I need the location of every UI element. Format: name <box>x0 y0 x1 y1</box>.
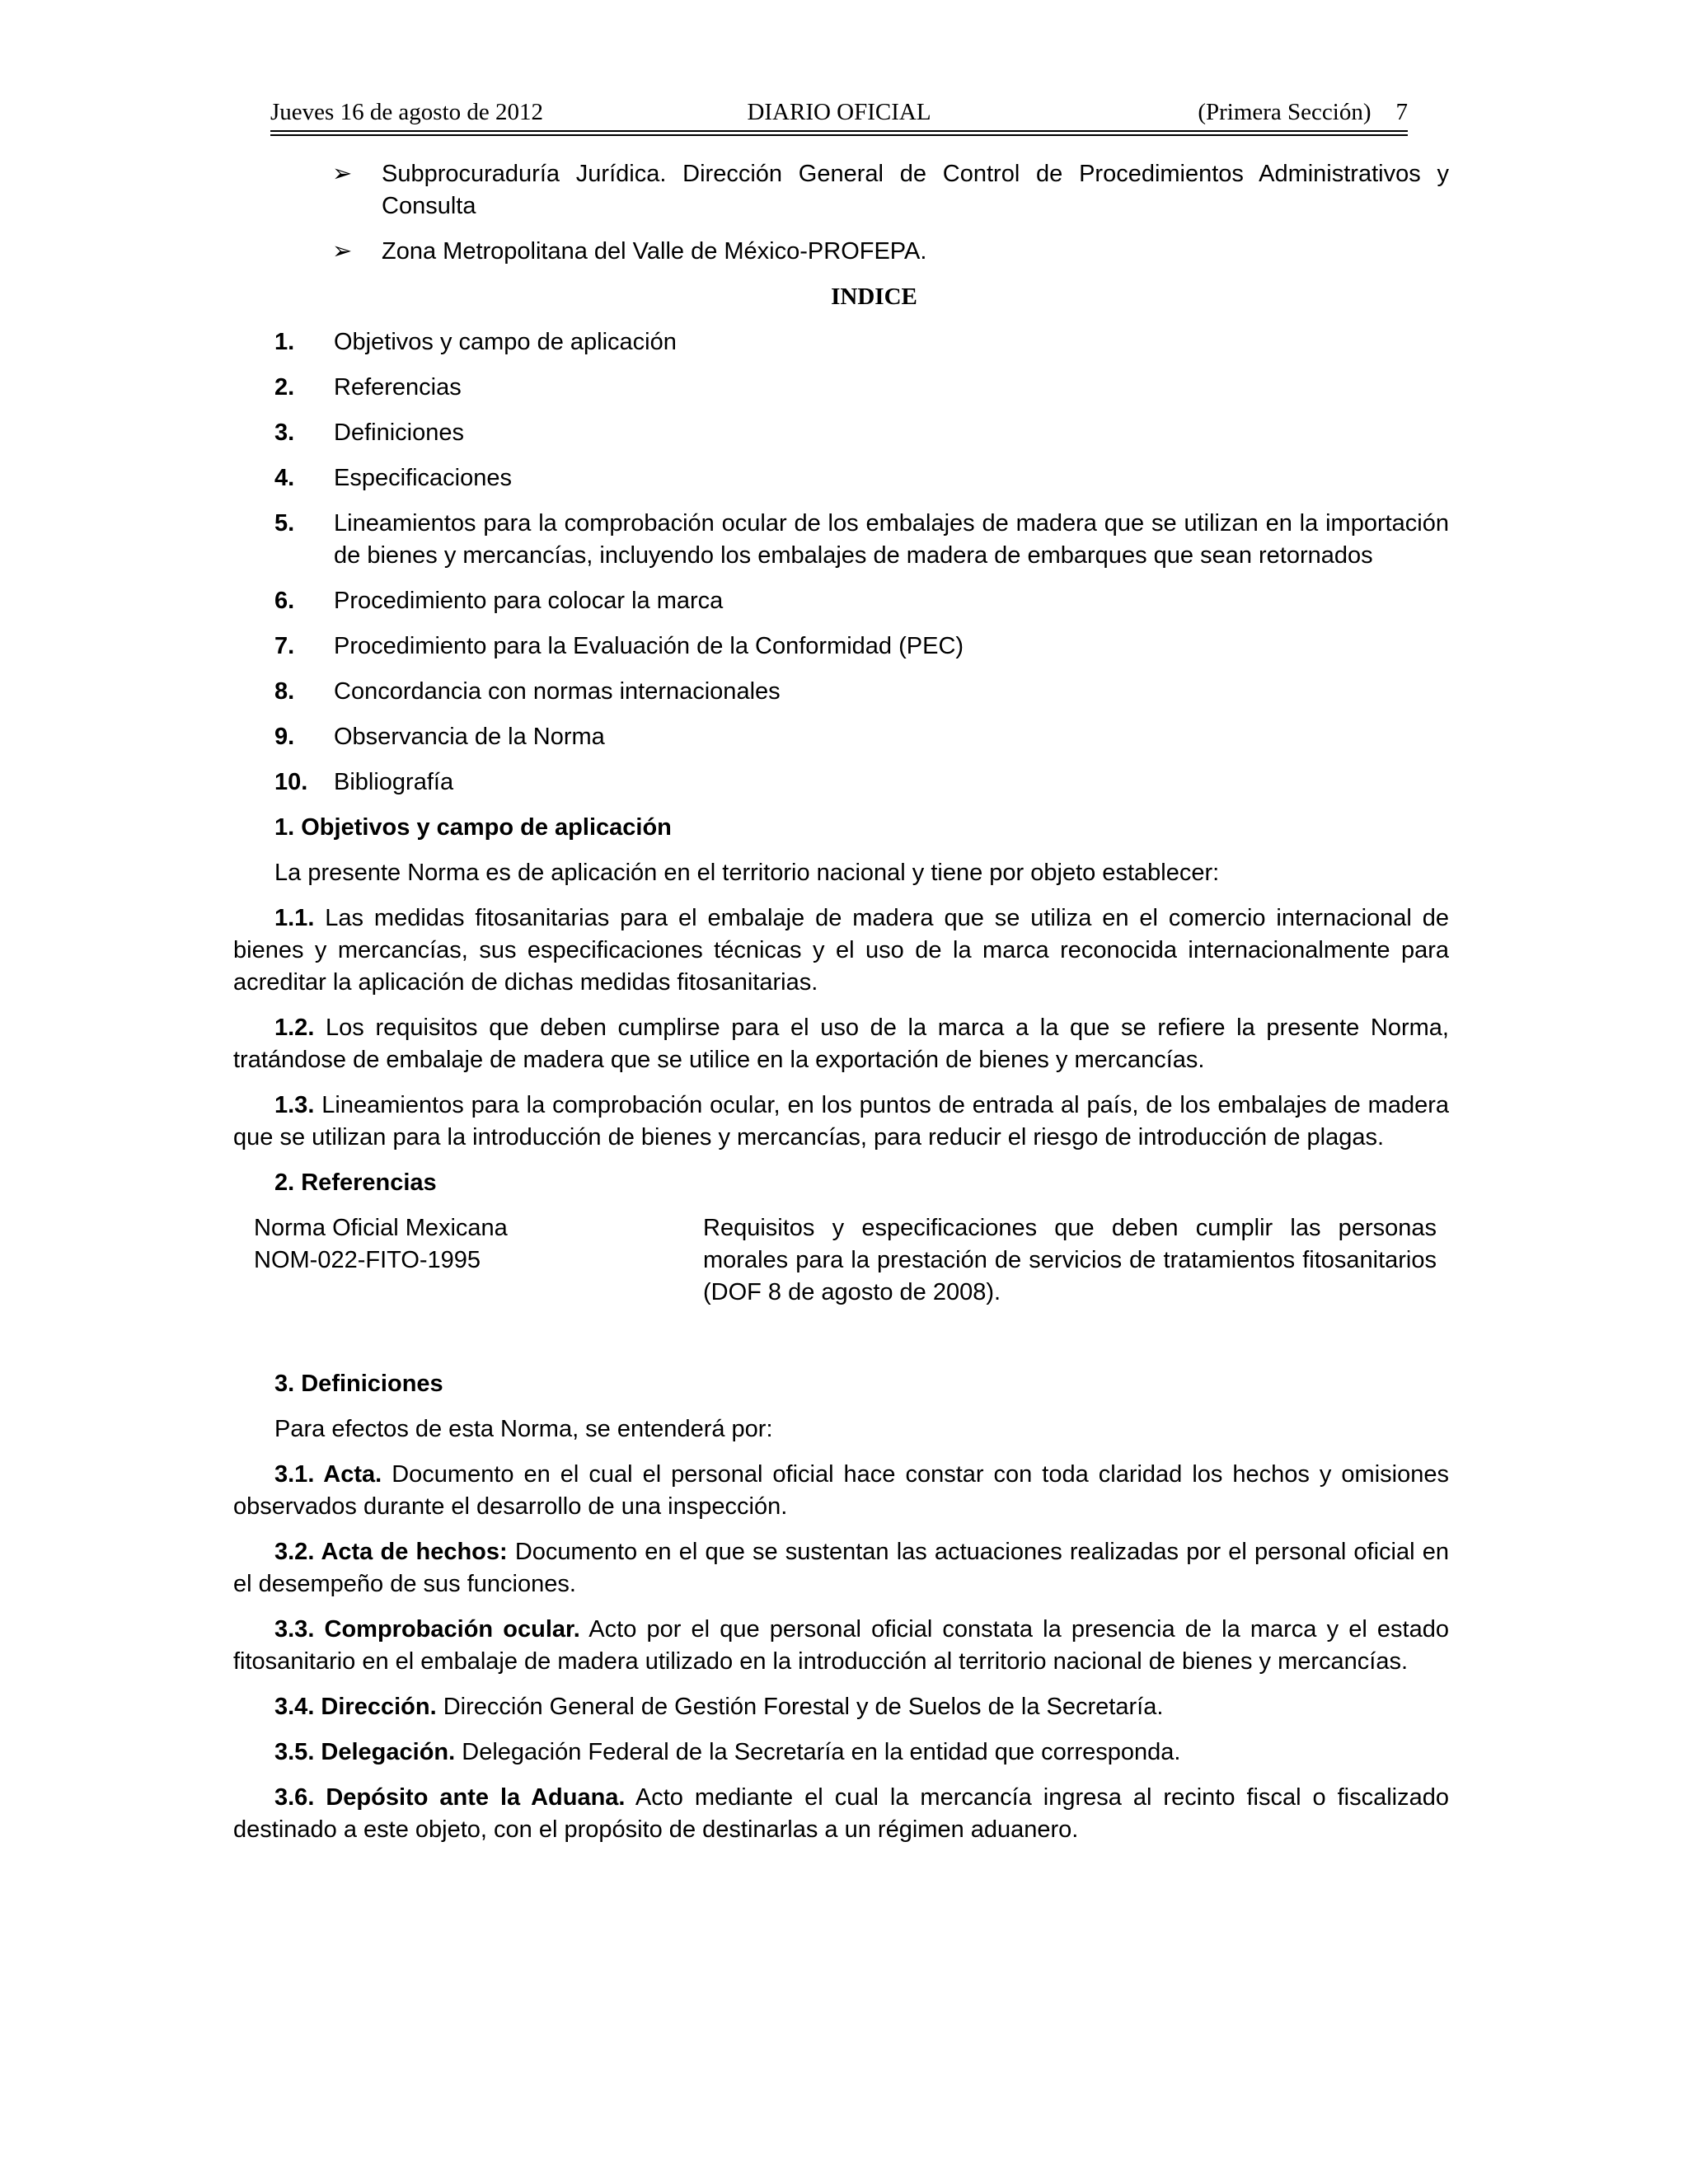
definition-term: 3.5. Delegación. <box>274 1739 456 1765</box>
reference-norm-code: NOM-022-FITO-1995 <box>254 1247 481 1273</box>
index-item <box>233 585 1449 617</box>
index-number: 6. <box>274 588 295 614</box>
index-text: Lineamientos para la comprobación ocular de los embalajes de madera que se utilizan en la importación de bienes y mercancías, incluyendo los embalajes de madera de embarques que sean retornados <box>334 510 1449 569</box>
definition-paragraph <box>233 1614 1449 1678</box>
definition-term: 3.1. Acta. <box>274 1461 382 1488</box>
definition-paragraph <box>233 1459 1449 1523</box>
index-number: 7. <box>274 633 295 659</box>
index-number: 2. <box>274 374 295 401</box>
definition-paragraph <box>233 1691 1449 1723</box>
section-heading: 2. Referencias <box>274 1169 437 1196</box>
index-item <box>233 326 1449 359</box>
paragraph-number: 1.2. <box>274 1015 315 1041</box>
objective-paragraph <box>233 1012 1449 1076</box>
index-item <box>233 766 1449 799</box>
arrow-bullet-icon: ➢ <box>332 161 353 187</box>
header-section-label: (Primera Sección) <box>1198 99 1372 125</box>
index-number: 8. <box>274 678 295 705</box>
index-item <box>233 462 1449 494</box>
index-number: 4. <box>274 465 295 491</box>
definition-term: 3.3. Comprobación ocular. <box>274 1616 580 1643</box>
header-section <box>1198 99 1408 126</box>
bullet-item <box>233 236 1449 268</box>
definition-term: 3.4. Dirección. <box>274 1694 437 1720</box>
index-item <box>233 417 1449 449</box>
index-number: 9. <box>274 724 295 750</box>
section-intro: Para efectos de esta Norma, se entenderá por: <box>274 1416 773 1442</box>
reference-entry <box>233 1212 1449 1309</box>
header-rule-bottom <box>270 134 1408 136</box>
arrow-bullet-icon: ➢ <box>332 238 353 265</box>
paragraph-text: Los requisitos que deben cumplirse para el uso de la marca a la que se refiere la presente Norma, tratándose de embalaje de madera que se utilice en la exportación de bienes y mercancías. <box>233 1015 1449 1073</box>
header-publication: DIARIO OFICIAL <box>747 99 931 125</box>
reference-norm <box>254 1212 703 1309</box>
index-text: Referencias <box>334 374 462 401</box>
index-number: 3. <box>274 419 295 446</box>
index-number: 5. <box>274 510 295 537</box>
index-text: Bibliografía <box>334 769 454 795</box>
index-text: Observancia de la Norma <box>334 724 605 750</box>
definition-text: Delegación Federal de la Secretaría en la entidad que corresponda. <box>455 1739 1181 1765</box>
definition-term: 3.2. Acta de hechos: <box>274 1539 508 1565</box>
index-number: 10. <box>274 769 308 795</box>
definition-text: Acto por el que personal oficial constata la presencia de la marca y el estado fitosanitario en el embalaje de madera utilizado en la introducción al territorio nacional de bienes y mercancías. <box>233 1616 1449 1675</box>
section-heading: 1. Objetivos y campo de aplicación <box>274 814 672 841</box>
section-heading: 3. Definiciones <box>274 1371 443 1397</box>
definition-text: Documento en el que se sustentan las actuaciones realizadas por el personal oficial en el desempeño de sus funciones. <box>233 1539 1449 1597</box>
paragraph-number: 1.3. <box>274 1092 315 1118</box>
paragraph-number: 1.1. <box>274 905 315 931</box>
index-text: Procedimiento para colocar la marca <box>334 588 724 614</box>
index-item <box>233 721 1449 753</box>
page-number: 7 <box>1395 99 1408 125</box>
reference-description: Requisitos y especificaciones que deben cumplir las personas morales para la prestación de servicios de tratamientos fitosanitarios (DOF 8 de agosto de 2008). <box>703 1215 1437 1305</box>
index-item <box>233 372 1449 404</box>
definition-text: Dirección General de Gestión Forestal y de Suelos de la Secretaría. <box>436 1694 1164 1720</box>
definition-text: Documento en el cual el personal oficial hace constar con toda claridad los hechos y omisiones observados durante el desarrollo de una inspección. <box>233 1461 1449 1520</box>
index-text: Objetivos y campo de aplicación <box>334 329 677 355</box>
definition-paragraph <box>233 1782 1449 1846</box>
paragraph-text: Las medidas fitosanitarias para el embalaje de madera que se utiliza en el comercio internacional de bienes y mercancías, sus especificaciones técnicas y el uso de la marca reconocida internacionalmente para acreditar la aplicación de dichas medidas fitosanitarias. <box>233 905 1449 996</box>
index-text: Especificaciones <box>334 465 512 491</box>
bullet-text: Subprocuraduría Jurídica. Dirección General de Control de Procedimientos Administrativos y Consulta <box>382 161 1449 219</box>
index-item <box>233 630 1449 663</box>
section-intro: La presente Norma es de aplicación en el territorio nacional y tiene por objeto establecer: <box>274 860 1220 886</box>
document-body <box>233 158 1449 1859</box>
header-rule-top <box>270 130 1408 132</box>
objective-paragraph <box>233 1090 1449 1154</box>
header-date: Jueves 16 de agosto de 2012 <box>270 99 544 125</box>
definition-paragraph <box>233 1736 1449 1769</box>
index-item <box>233 508 1449 572</box>
index-title: INDICE <box>831 284 917 310</box>
index-text: Concordancia con normas internacionales <box>334 678 781 705</box>
definition-paragraph <box>233 1536 1449 1601</box>
paragraph-text: Lineamientos para la comprobación ocular, en los puntos de entrada al país, de los embalajes de madera que se utilizan para la introducción de bienes y mercancías, para reducir el riesgo de introducción de plagas. <box>233 1092 1449 1151</box>
reference-norm-type: Norma Oficial Mexicana <box>254 1215 508 1241</box>
bullet-text: Zona Metropolitana del Valle de México-PROFEPA. <box>382 238 927 265</box>
index-item <box>233 676 1449 708</box>
definition-text: Acto mediante el cual la mercancía ingresa al recinto fiscal o fiscalizado destinado a este objeto, con el propósito de destinarlas a un régimen aduanero. <box>233 1784 1450 1843</box>
bullet-item <box>233 158 1449 223</box>
index-text: Definiciones <box>334 419 464 446</box>
definition-term: 3.6. Depósito ante la Aduana. <box>274 1784 626 1811</box>
index-number: 1. <box>274 329 295 355</box>
objective-paragraph <box>233 902 1449 999</box>
index-text: Procedimiento para la Evaluación de la Conformidad (PEC) <box>334 633 964 659</box>
